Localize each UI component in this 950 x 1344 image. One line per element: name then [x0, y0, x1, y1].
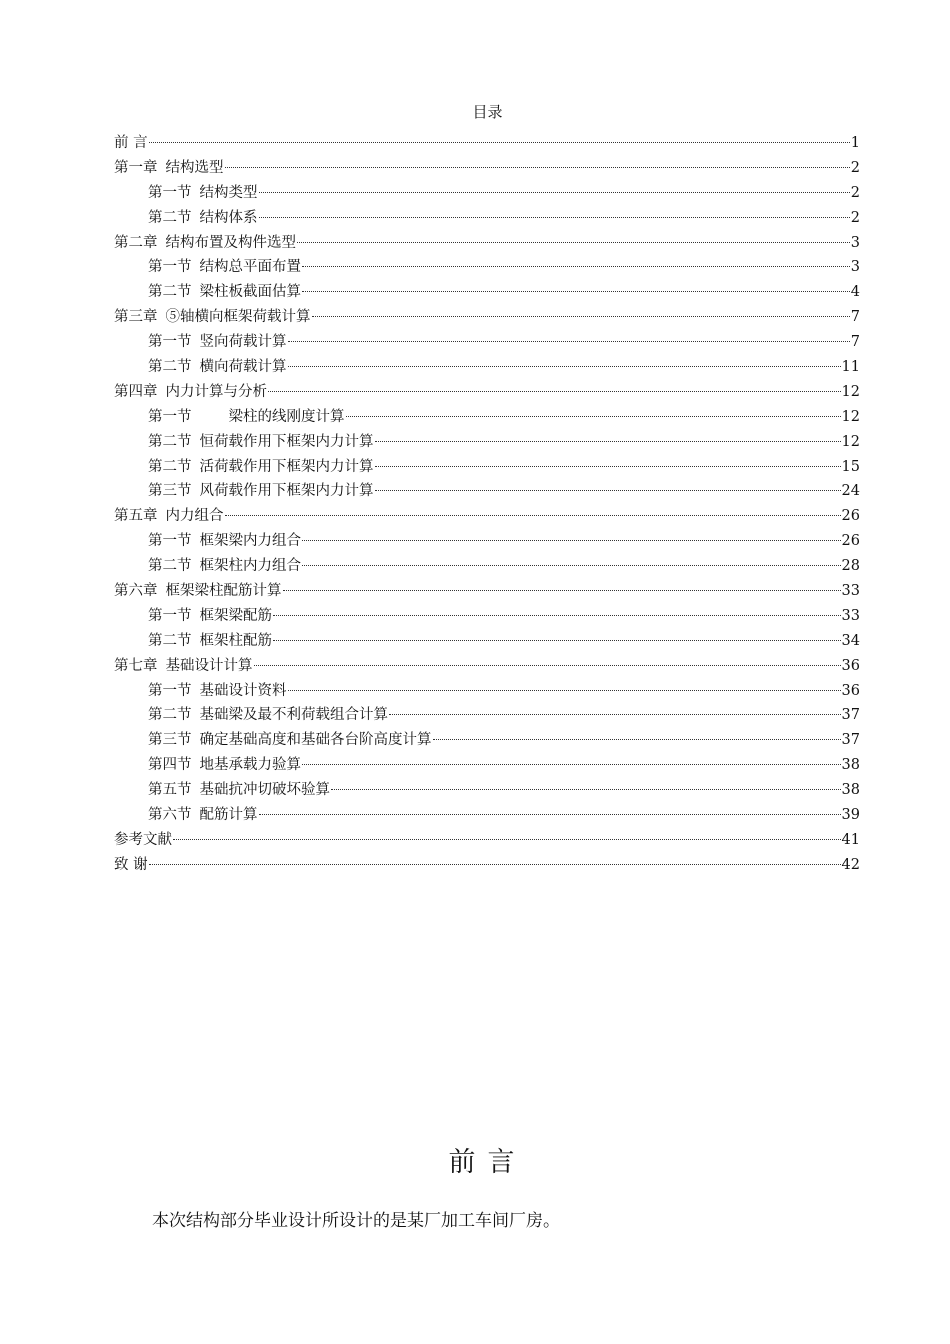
toc-entry-label	[114, 380, 267, 405]
toc-entry-number: 第二章	[114, 234, 158, 251]
toc-entry-label	[114, 504, 224, 529]
toc-entry-label	[148, 728, 432, 753]
toc-entry-label	[148, 255, 301, 280]
toc-entry-label	[114, 131, 148, 156]
toc-entry-page: 4	[850, 284, 860, 301]
toc-entry-page: 26	[841, 533, 860, 550]
toc-entry-number: 第五章	[114, 508, 158, 525]
toc-entry-text: 内力组合	[165, 508, 224, 525]
toc-entry-text: 恒荷载作用下框架内力计算	[199, 433, 374, 450]
toc-entry-text: 基础梁及最不利荷载组合计算	[199, 707, 388, 724]
toc-entry-page: 3	[850, 234, 860, 251]
toc-entry[interactable]	[114, 255, 860, 280]
toc-entry-page: 36	[841, 657, 860, 674]
toc-dot-leader	[302, 266, 850, 267]
toc-entry-text: 框架柱内力组合	[199, 558, 301, 575]
toc-entry-page: 7	[850, 309, 860, 326]
toc-entry-number: 第一节	[148, 184, 192, 201]
toc-entry-number: 参考文献	[114, 831, 172, 848]
toc-entry-page: 37	[841, 707, 860, 724]
toc-entry-label	[148, 405, 345, 430]
toc-entry-number: 第七章	[114, 657, 158, 674]
toc-entry-label	[148, 778, 330, 803]
toc-dot-leader	[312, 316, 850, 317]
toc-dot-leader	[331, 789, 841, 790]
toc-dot-leader	[225, 515, 841, 516]
toc-entry-label	[148, 280, 301, 305]
toc-entry-page: 11	[841, 359, 860, 376]
toc-dot-leader	[149, 142, 850, 143]
toc-dot-leader	[302, 291, 850, 292]
toc-entry[interactable]	[114, 156, 860, 181]
toc-dot-leader	[288, 366, 841, 367]
toc-entry-number: 第一章	[114, 159, 158, 176]
toc-entry-label	[114, 156, 224, 181]
toc-entry-text: 结构类型	[199, 184, 258, 201]
toc-entry-text: 活荷载作用下框架内力计算	[199, 458, 374, 475]
toc-title: 目录	[472, 103, 503, 121]
toc-entry-page: 7	[850, 334, 860, 351]
toc-entry-label	[148, 753, 301, 778]
toc-entry-number: 第三章	[114, 309, 158, 326]
toc-entry-page: 39	[841, 807, 860, 824]
toc-entry[interactable]	[114, 828, 860, 853]
toc-entry-page: 2	[850, 184, 860, 201]
toc-entry-page: 24	[841, 483, 860, 500]
toc-entry-text: 梁柱的线刚度计算	[199, 408, 345, 425]
toc-entry-number: 第二节	[148, 209, 192, 226]
toc-entry[interactable]	[114, 703, 860, 728]
toc-entry-page: 34	[841, 632, 860, 649]
toc-entry[interactable]	[114, 803, 860, 828]
toc-entry[interactable]	[114, 206, 860, 231]
toc-entry-label	[148, 529, 301, 554]
toc-dot-leader	[375, 441, 841, 442]
toc-dot-leader	[259, 217, 850, 218]
toc-dot-leader	[273, 640, 841, 641]
toc-dot-leader	[433, 739, 841, 740]
toc-entry-page: 12	[841, 408, 860, 425]
toc-entry-text: 框架梁配筋	[199, 607, 272, 624]
toc-entry-number: 第二节	[148, 558, 192, 575]
toc-entry-label	[114, 853, 148, 878]
toc-entry[interactable]	[114, 554, 860, 579]
toc-entry-text: 风荷载作用下框架内力计算	[199, 483, 374, 500]
toc-entry[interactable]	[114, 579, 860, 604]
toc-entry-number: 第二节	[148, 433, 192, 450]
toc-entry-number: 致 谢	[114, 856, 148, 873]
table-of-contents	[114, 131, 860, 878]
toc-entry-page: 12	[841, 383, 860, 400]
toc-dot-leader	[273, 615, 841, 616]
toc-dot-leader	[302, 540, 841, 541]
toc-dot-leader	[297, 242, 850, 243]
toc-entry-label	[148, 703, 388, 728]
toc-entry[interactable]	[114, 330, 860, 355]
toc-entry-page: 33	[841, 607, 860, 624]
toc-dot-leader	[173, 839, 841, 840]
toc-entry-number: 第三节	[148, 732, 192, 749]
toc-entry[interactable]	[114, 430, 860, 455]
toc-entry-number: 第二节	[148, 707, 192, 724]
toc-entry-label	[148, 330, 287, 355]
toc-entry-page: 1	[850, 135, 860, 151]
toc-entry-text: 框架梁内力组合	[199, 533, 301, 550]
toc-entry-label	[114, 231, 296, 256]
toc-entry-page: 37	[841, 732, 860, 749]
toc-entry[interactable]	[114, 355, 860, 380]
toc-entry-number: 第五节	[148, 782, 192, 799]
toc-dot-leader	[346, 416, 841, 417]
toc-entry-text: 基础抗冲切破坏验算	[199, 782, 330, 799]
toc-entry-page: 36	[841, 682, 860, 699]
toc-entry-label	[148, 554, 301, 579]
toc-entry-label	[148, 206, 258, 231]
toc-dot-leader	[288, 341, 850, 342]
toc-entry[interactable]	[114, 753, 860, 778]
toc-entry[interactable]	[114, 679, 860, 704]
preface-heading: 前言	[448, 1147, 527, 1178]
toc-entry-label	[148, 430, 374, 455]
toc-entry[interactable]	[114, 305, 860, 330]
toc-entry-number: 第二节	[148, 284, 192, 301]
toc-entry-label	[148, 629, 272, 654]
toc-dot-leader	[375, 490, 841, 491]
toc-entry[interactable]	[114, 504, 860, 529]
toc-entry-number: 第三节	[148, 483, 192, 500]
toc-entry-number: 前 言	[114, 135, 148, 151]
toc-entry-label	[148, 679, 287, 704]
toc-entry-text: 竖向荷载计算	[199, 334, 287, 351]
toc-entry-page: 41	[841, 831, 860, 848]
toc-entry-text: 结构布置及构件选型	[165, 234, 296, 251]
toc-entry-text: 结构体系	[199, 209, 258, 226]
toc-entry[interactable]	[114, 479, 860, 504]
toc-entry-text: 确定基础高度和基础各台阶高度计算	[199, 732, 432, 749]
toc-entry-number: 第一节	[148, 259, 192, 276]
toc-entry-label	[114, 579, 282, 604]
toc-entry[interactable]	[114, 380, 860, 405]
toc-entry-label	[148, 803, 258, 828]
toc-entry-number: 第一节	[148, 408, 192, 425]
toc-entry-text: 梁柱板截面估算	[199, 284, 301, 301]
toc-entry-page: 28	[841, 558, 860, 575]
toc-entry[interactable]	[114, 455, 860, 480]
toc-entry-label	[148, 181, 258, 206]
toc-entry[interactable]	[114, 728, 860, 753]
toc-entry[interactable]	[114, 181, 860, 206]
toc-dot-leader	[283, 590, 841, 591]
toc-entry-number: 第一节	[148, 533, 192, 550]
toc-dot-leader	[389, 714, 841, 715]
toc-entry-label	[114, 828, 172, 853]
toc-entry-number: 第二节	[148, 632, 192, 649]
toc-entry-text: 内力计算与分析	[165, 383, 267, 400]
toc-dot-leader	[302, 764, 841, 765]
toc-entry-number: 第四节	[148, 757, 192, 774]
preface-paragraph: 本次结构部分毕业设计所设计的是某厂加工车间厂房。	[152, 1211, 560, 1231]
toc-entry-number: 第六节	[148, 807, 192, 824]
toc-entry-number: 第一节	[148, 682, 192, 699]
toc-entry-label	[148, 355, 287, 380]
toc-entry[interactable]	[114, 231, 860, 256]
toc-entry-page: 3	[850, 259, 860, 276]
toc-entry-text: 配筋计算	[199, 807, 258, 824]
toc-entry-label	[114, 305, 311, 330]
toc-entry-text: 基础设计资料	[199, 682, 287, 699]
toc-entry-page: 33	[841, 583, 860, 600]
toc-dot-leader	[259, 814, 841, 815]
toc-entry-number: 第一节	[148, 334, 192, 351]
toc-entry-page: 42	[841, 856, 860, 873]
toc-entry-text: ⑤轴横向框架荷载计算	[165, 309, 311, 326]
toc-dot-leader	[302, 565, 841, 566]
toc-entry[interactable]	[114, 654, 860, 679]
toc-entry[interactable]	[114, 280, 860, 305]
toc-entry-number: 第六章	[114, 583, 158, 600]
toc-dot-leader	[149, 864, 841, 865]
toc-entry[interactable]	[114, 405, 860, 430]
toc-entry-label	[114, 654, 253, 679]
toc-entry-text: 结构总平面布置	[199, 259, 301, 276]
toc-entry-label	[148, 455, 374, 480]
toc-entry-page: 15	[841, 458, 860, 475]
toc-entry-page: 38	[841, 782, 860, 799]
toc-entry[interactable]	[114, 131, 860, 156]
toc-entry[interactable]	[114, 853, 860, 878]
toc-dot-leader	[254, 665, 841, 666]
toc-entry-text: 框架柱配筋	[199, 632, 272, 649]
toc-entry-text: 基础设计计算	[165, 657, 253, 674]
toc-entry-page: 38	[841, 757, 860, 774]
toc-entry-text: 横向荷载计算	[199, 359, 287, 376]
toc-entry-number: 第二节	[148, 359, 192, 376]
toc-entry-page: 12	[841, 433, 860, 450]
toc-dot-leader	[259, 192, 850, 193]
toc-dot-leader	[288, 690, 841, 691]
toc-entry-text: 结构选型	[165, 159, 224, 176]
toc-entry-label	[148, 604, 272, 629]
toc-entry-page: 2	[850, 159, 860, 176]
toc-entry[interactable]	[114, 778, 860, 803]
toc-dot-leader	[225, 167, 850, 168]
toc-entry-number: 第一节	[148, 607, 192, 624]
toc-entry-text: 地基承载力验算	[199, 757, 301, 774]
toc-dot-leader	[375, 466, 841, 467]
toc-entry-label	[148, 479, 374, 504]
toc-entry-number: 第二节	[148, 458, 192, 475]
toc-entry-page: 2	[850, 209, 860, 226]
toc-entry-number: 第四章	[114, 383, 158, 400]
toc-entry[interactable]	[114, 629, 860, 654]
toc-entry-text: 框架梁柱配筋计算	[165, 583, 282, 600]
toc-entry[interactable]	[114, 529, 860, 554]
toc-entry[interactable]	[114, 604, 860, 629]
toc-entry-page: 26	[841, 508, 860, 525]
toc-dot-leader	[268, 391, 841, 392]
